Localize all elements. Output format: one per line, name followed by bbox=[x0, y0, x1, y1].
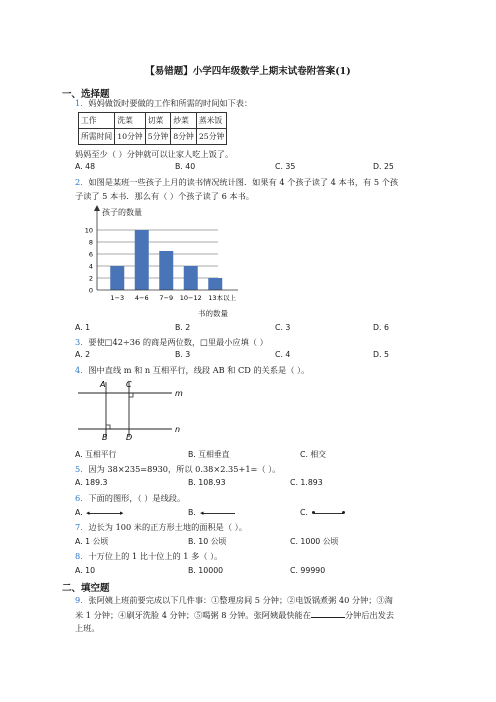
endpoint-dot bbox=[312, 511, 315, 514]
option-c[interactable]: C. bbox=[300, 508, 308, 517]
y-tick-label: 4 bbox=[88, 262, 93, 271]
answer-blank[interactable] bbox=[311, 608, 345, 618]
arrow-left-icon: ◂ bbox=[86, 509, 90, 517]
x-tick-label: 10−12 bbox=[179, 294, 202, 302]
option-a[interactable]: A. 48 bbox=[75, 162, 96, 171]
section-choice-heading: 一、选择题 bbox=[62, 89, 110, 100]
option-a[interactable]: A. 10 bbox=[75, 566, 96, 575]
question-text: 边长为 100 米的正方形土地的面积是（ ）。 bbox=[88, 522, 247, 532]
table-cell: 切菜 bbox=[145, 113, 171, 129]
option-b[interactable]: B. 3 bbox=[175, 350, 191, 359]
bar bbox=[135, 230, 149, 290]
option-d[interactable]: D. 5 bbox=[373, 350, 389, 359]
question-number: 3． bbox=[75, 337, 89, 347]
section-fill-heading: 二、填空题 bbox=[62, 583, 110, 594]
y-tick-label: 0 bbox=[88, 286, 93, 295]
option-b[interactable]: B. 108.93 bbox=[188, 478, 226, 487]
option-a[interactable]: A. 1 bbox=[75, 323, 91, 332]
ray-shape bbox=[203, 513, 235, 514]
question-text: 十万位上的 1 比十位上的 1 多（ ）。 bbox=[88, 551, 223, 561]
question-number: 2． bbox=[75, 177, 89, 187]
option-d[interactable]: D. 6 bbox=[373, 323, 389, 332]
label-c: C bbox=[126, 380, 132, 389]
question-2-line2: 子读了 5 本书．那么有（ ）个孩子读了 6 本书。 bbox=[75, 191, 254, 201]
question-number: 1． bbox=[75, 98, 89, 108]
question-text: 米 1 分钟；④刷牙洗脸 4 分钟；⑤喝粥 8 分钟。张阿姨最快能在 bbox=[75, 610, 311, 620]
question-6 bbox=[75, 492, 185, 504]
question-7 bbox=[75, 521, 247, 533]
question-1 bbox=[75, 97, 252, 109]
option-b[interactable]: B. 2 bbox=[175, 323, 191, 332]
label-d: D bbox=[126, 433, 133, 442]
parallel-lines-figure bbox=[76, 378, 186, 442]
question-number: 6． bbox=[75, 493, 89, 503]
question-text: 分钟后出发去 bbox=[344, 610, 395, 620]
chart-y-ticks bbox=[85, 227, 93, 295]
question-text: 如图是某班一些孩子上月的读书情况统计图．如果有 4 个孩子读了 4 本书，有 5 个孩 bbox=[88, 177, 399, 187]
segment-shape bbox=[314, 513, 344, 514]
bar bbox=[159, 251, 173, 290]
time-table bbox=[78, 112, 227, 145]
table-cell: 25分钟 bbox=[196, 129, 227, 145]
option-c[interactable]: C. 1000 公顷 bbox=[290, 537, 339, 546]
question-text: 要使□42÷36 的商是两位数，□里最小应填（ ） bbox=[88, 337, 268, 347]
option-c[interactable]: C. 4 bbox=[275, 350, 291, 359]
arrow-right-icon: ▸ bbox=[120, 509, 124, 517]
x-axis-label: 书的数量 bbox=[198, 309, 228, 318]
question-5 bbox=[75, 463, 280, 475]
question-number: 7． bbox=[75, 522, 89, 532]
chart-bars bbox=[110, 230, 222, 290]
table-cell: 洗菜 bbox=[115, 113, 146, 129]
chart-x-ticks bbox=[110, 293, 236, 302]
straight-line-shape bbox=[88, 513, 122, 514]
option-b[interactable]: B. 10 公顷 bbox=[188, 537, 227, 546]
label-m: m bbox=[175, 389, 183, 398]
y-axis-arrow bbox=[94, 205, 100, 211]
arrow-left-icon: ◂ bbox=[200, 509, 204, 517]
x-tick-label: 7−9 bbox=[159, 294, 174, 302]
y-tick-label: 2 bbox=[88, 274, 93, 283]
option-b[interactable]: B. bbox=[188, 508, 196, 517]
option-b[interactable]: B. 40 bbox=[175, 162, 196, 171]
label-n: n bbox=[175, 425, 181, 434]
page-title: 【易错题】小学四年级数学上期末试卷附答案(1) bbox=[145, 66, 351, 77]
option-c[interactable]: C. 1.893 bbox=[290, 478, 323, 487]
table-cell: 8分钟 bbox=[171, 129, 197, 145]
table-cell: 炒菜 bbox=[171, 113, 197, 129]
question-number: 9． bbox=[75, 595, 89, 605]
label-b: B bbox=[102, 433, 108, 442]
question-2 bbox=[75, 176, 398, 188]
option-b[interactable]: B. 互相垂直 bbox=[188, 450, 230, 459]
x-tick-label: 1−3 bbox=[110, 294, 125, 302]
option-d[interactable]: D. 25 bbox=[373, 162, 394, 171]
question-9 bbox=[75, 594, 393, 606]
question-text: 张阿姨上班前要完成以下几件事：①整理房间 5 分钟；②电饭锅煮粥 40 分钟；③淘 bbox=[88, 595, 393, 605]
y-tick-label: 8 bbox=[88, 238, 93, 247]
question-text: 下面的图形，（ ）是线段。 bbox=[88, 493, 186, 503]
table-cell: 5分钟 bbox=[145, 129, 171, 145]
table-row bbox=[79, 129, 227, 145]
table-cell: 蒸米饭 bbox=[196, 113, 227, 129]
y-tick-label: 6 bbox=[88, 250, 93, 259]
question-text: 因为 38×235=8930，所以 0.38×2.35+1=（ ）。 bbox=[88, 464, 281, 474]
option-a[interactable]: A. 2 bbox=[75, 350, 91, 359]
option-b[interactable]: B. 10000 bbox=[188, 566, 224, 575]
option-c[interactable]: C. 3 bbox=[275, 323, 291, 332]
question-8 bbox=[75, 550, 222, 562]
bar-chart bbox=[70, 202, 260, 320]
y-tick-label: 10 bbox=[84, 226, 93, 235]
question-9-line3: 上班。 bbox=[75, 623, 100, 633]
question-number: 4． bbox=[75, 365, 89, 375]
question-text: 妈妈做饭时要做的工作和所需的时间如下表： bbox=[88, 98, 253, 108]
question-number: 5． bbox=[75, 464, 89, 474]
option-c[interactable]: C. 99990 bbox=[290, 566, 326, 575]
question-1-followup: 妈妈至少（ ）分钟就可以让家人吃上饭了。 bbox=[75, 149, 234, 159]
bar bbox=[184, 266, 198, 290]
option-a[interactable]: A. 1 公顷 bbox=[75, 537, 109, 546]
question-4 bbox=[75, 364, 309, 376]
right-angle-mark bbox=[129, 393, 133, 397]
option-c[interactable]: C. 35 bbox=[275, 162, 296, 171]
table-cell: 工作 bbox=[79, 113, 115, 129]
option-a[interactable]: A. 互相平行 bbox=[75, 450, 117, 459]
table-row bbox=[79, 113, 227, 129]
table-cell: 所需时间 bbox=[79, 129, 115, 145]
question-text: 图中直线 m 和 n 互相平行，线段 AB 和 CD 的关系是（ ）。 bbox=[88, 365, 310, 375]
bar bbox=[208, 278, 222, 290]
table-cell: 10分钟 bbox=[115, 129, 146, 145]
label-a: A bbox=[100, 380, 106, 389]
right-angle-mark bbox=[106, 425, 110, 429]
x-tick-label: 13本以上 bbox=[208, 294, 237, 302]
question-3 bbox=[75, 336, 268, 348]
endpoint-dot bbox=[342, 511, 345, 514]
option-c[interactable]: C. 相交 bbox=[300, 450, 326, 459]
chart-title: 孩子的数量 bbox=[102, 208, 142, 217]
bar bbox=[110, 266, 124, 290]
option-a[interactable]: A. bbox=[75, 508, 83, 517]
question-number: 8． bbox=[75, 551, 89, 561]
question-9-line2 bbox=[75, 608, 394, 621]
option-a[interactable]: A. 189.3 bbox=[75, 478, 108, 487]
x-tick-label: 4−6 bbox=[134, 294, 149, 302]
